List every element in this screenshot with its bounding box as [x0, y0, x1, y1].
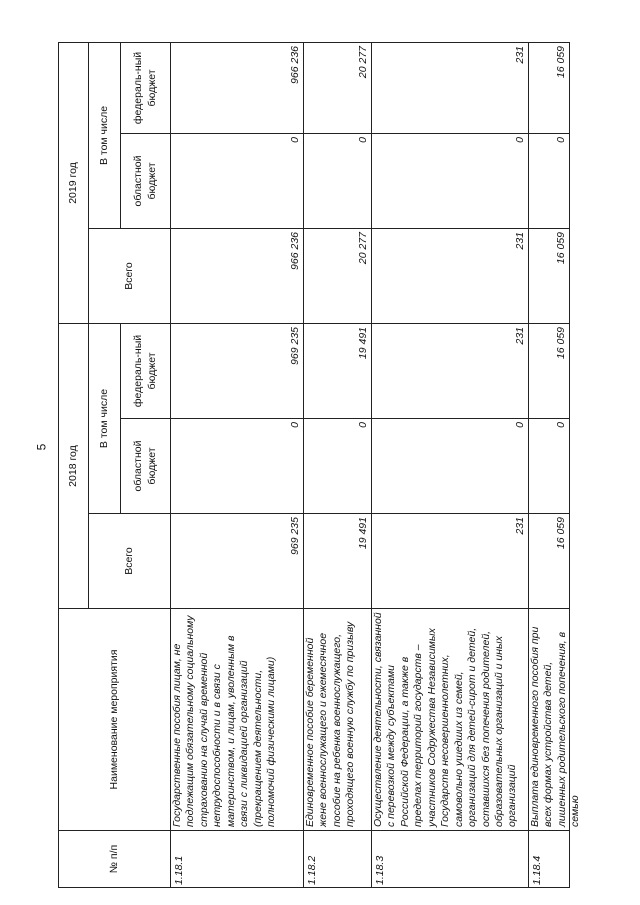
table-row [304, 42, 372, 887]
header-2018-regional: областной бюджет [121, 419, 171, 514]
cell-2018-total: 231 [372, 514, 529, 609]
table-row [372, 42, 529, 887]
cell-2018-total: 19 491 [304, 514, 372, 609]
cell-2019-regional: 0 [171, 133, 304, 228]
header-name: Наименование мероприятия [59, 609, 171, 831]
cell-2019-total: 16 059 [529, 228, 570, 323]
header-2019-federal: федераль-ный бюджет [121, 42, 171, 133]
row-code: 1.18.1 [171, 831, 304, 888]
header-2019-regional: областной бюджет [121, 133, 171, 228]
cell-2018-federal: 19 491 [304, 323, 372, 418]
cell-2018-regional: 0 [171, 419, 304, 514]
cell-2018-regional: 0 [372, 419, 529, 514]
cell-2019-federal: 20 277 [304, 42, 372, 133]
header-2018-federal: федераль-ный бюджет [121, 323, 171, 418]
cell-2018-federal: 969 235 [171, 323, 304, 418]
header-2019-total: Всего [89, 228, 171, 323]
cell-2018-total: 969 235 [171, 514, 304, 609]
row-name: Осуществление деятельности, связанной с перевозкой между субъектами Российской Федерации, а также в пределах территорий государств – участников Содружества Независимых Государств несовершеннолетних, самовольно ушедших из семей, организаций для детей-сирот и детей, оставшихся без попечения родителей, образовательных организаций и иных организаций [372, 609, 529, 831]
row-code: 1.18.3 [372, 831, 529, 888]
cell-2019-total: 966 236 [171, 228, 304, 323]
table-row [529, 42, 570, 887]
header-2018-total: Всего [89, 514, 171, 609]
cell-2019-total: 231 [372, 228, 529, 323]
header-year-2019: 2019 год [59, 42, 89, 323]
header-2019-including: В том числе [89, 42, 121, 228]
row-name: Единовременное пособие беременной жене военнослужащего и ежемесячное пособие на ребенка военнослужащего, проходящего военную службу по призыву [304, 609, 372, 831]
cell-2019-federal: 16 059 [529, 42, 570, 133]
row-code: 1.18.2 [304, 831, 372, 888]
header-num: № п/п [59, 831, 171, 888]
row-code: 1.18.4 [529, 831, 570, 888]
cell-2019-total: 20 277 [304, 228, 372, 323]
cell-2018-federal: 16 059 [529, 323, 570, 418]
rotated-table-container [58, 43, 582, 888]
table-row [171, 42, 304, 887]
header-year-2018: 2018 год [59, 323, 89, 608]
header-2018-including: В том числе [89, 323, 121, 513]
cell-2018-regional: 0 [304, 419, 372, 514]
cell-2019-federal: 966 236 [171, 42, 304, 133]
cell-2019-federal: 231 [372, 42, 529, 133]
cell-2019-regional: 0 [529, 133, 570, 228]
cell-2019-regional: 0 [304, 133, 372, 228]
budget-table [58, 42, 582, 888]
row-name: Выплата единовременного пособия при всех формах устройства детей, лишенных родительского попечения, в семью [529, 626, 582, 827]
cell-2019-regional: 0 [372, 133, 529, 228]
page-number: 5 [34, 443, 49, 451]
cell-2018-regional: 0 [529, 419, 570, 514]
cell-2018-federal: 231 [372, 323, 529, 418]
row-name: Государственные пособия лицам, не подлежащим обязательному социальному страхованию на случай временной нетрудоспособности и в связи с материнством, и лицам, уволенным в связи с ликвидацией организаций (прекращением деятельности, полномочий физическими лицами) [171, 609, 304, 831]
cell-2018-total: 16 059 [529, 514, 570, 609]
